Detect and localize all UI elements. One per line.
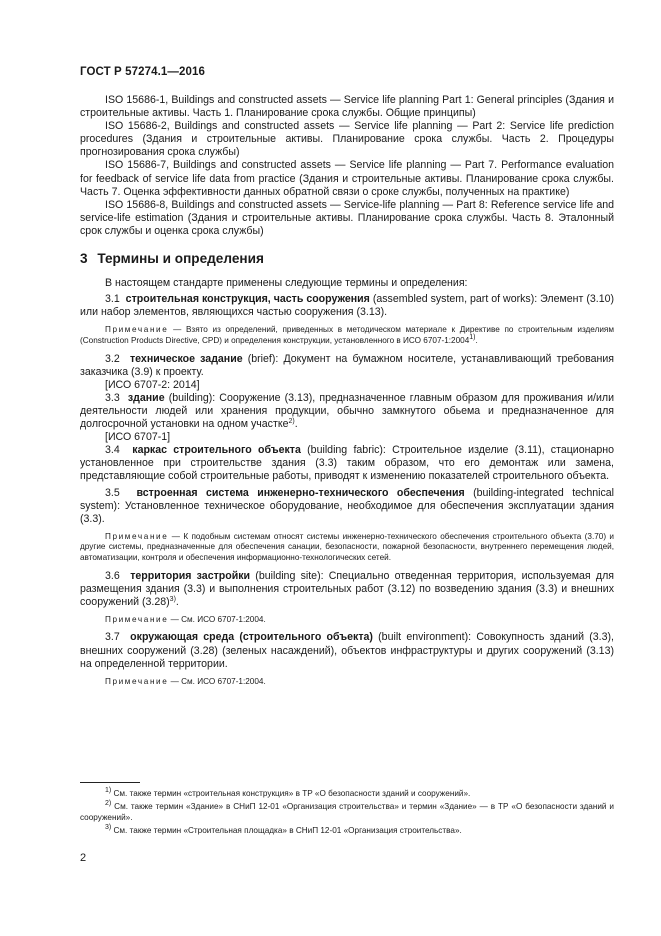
note-label: Примечание <box>105 325 169 335</box>
note-text: — См. ИСО 6707-1:2004. <box>170 614 266 624</box>
term-3-1 <box>80 293 614 319</box>
term-number: 3.4 <box>105 444 120 457</box>
term-number: 3.6 <box>105 569 120 582</box>
reference-iso-15686-2: ISO 15686-2, Buildings and constructed assets — Service life planning — Part 2: Service life prediction procedures (Здания и строительные активы. Планирование срока службы. Часть 2. Процедуры прогнозирования срока службы) <box>80 120 614 159</box>
term-3-2 <box>80 353 614 379</box>
footnote-mark: 2) <box>105 800 112 807</box>
term-definition: (built environment): Совокупность зданий (3.3), внешних сооружений (3.28) (зеленых насаждений), объектов инфраструктуры и других сооружений (3.13) на определенной территории. <box>80 631 614 670</box>
term-name: окружающая среда (строительного объекта) <box>130 631 373 644</box>
term-3-6 <box>80 570 614 609</box>
term-definition: (building): Сооружение (3.13), предназначенное главным образом для проживания и/или деятельности людей или хранения продукции, обычно замкнутого обьема и предназначенное для долгосрочной установки на одном участке <box>80 391 615 431</box>
note-3-6 <box>80 615 614 626</box>
note-label: Примечание <box>105 676 169 686</box>
footnote-ref[interactable]: 2) <box>288 418 295 426</box>
term-tail: . <box>175 595 179 608</box>
intro-paragraph: В настоящем стандарте применены следующие термины и определения: <box>105 277 468 290</box>
note-3-5 <box>80 532 614 564</box>
term-number: 3.2 <box>105 352 120 365</box>
term-definition: (building-integrated technical system): Установленное техническое оборудование, необходимое для обеспечения эксплуатации здания (3.3). <box>80 486 614 525</box>
footnote-3 <box>80 826 614 837</box>
term-3-5 <box>80 487 614 526</box>
note-text: — См. ИСО 6707-1:2004. <box>170 676 266 686</box>
footnote-text: См. также термин «Строительная площадка» в СНиП 12-01 «Организация строительства». <box>113 826 462 835</box>
term-name: встроенная система инженерно-технического обеспечения <box>136 486 465 499</box>
note-3-1: Примечание — Взято из определений, приведенных в методическом материале к Директиве по строительным изделиям (Construction Products Directive, CPD) и определения конструкции, установленного в ИСО 6707-1:2004$^{1)}$. <box>80 325 614 345</box>
term-definition: (brief): Документ на бумажном носителе, устанавливающий требования заказчика (3.9) к проекту. <box>80 352 614 378</box>
term-tail: . <box>294 418 298 431</box>
reference-iso-15686-8: ISO 15686-8, Buildings and constructed assets — Service-life planning — Part 8: Reference service life and service-life estimation (Здания и строительные активы. Планирование срока службы. Часть 8. Эталонный срок службы и оценка срока службы) <box>80 198 614 237</box>
term-name: здание <box>127 391 165 404</box>
document-code-header: ГОСТ Р 57274.1—2016 <box>80 66 205 78</box>
term-number: 3.5 <box>105 486 120 499</box>
term-number: 3.1 <box>105 293 120 306</box>
term-3-3 <box>80 392 614 431</box>
term-3-4 <box>80 444 614 483</box>
section-number: 3 <box>80 251 88 267</box>
term-name: техническое задание <box>129 352 243 365</box>
term-definition: (building fabric): Строительное изделие (3.11), стационарно установленное при строительстве здания (3.3) таким образом, что его демонтаж или замена, представляющие собой строительные работы, приводят к изменению показателей строительного объекта. <box>80 444 614 483</box>
term-definition: (building site): Специально отведенная территория, используемая для размещения здания (3.3) и выполнения строительных работ (3.12) по возведению здания (3.3) и внешних сооружений (3.28) <box>80 569 614 608</box>
footnote-mark: 3) <box>105 824 112 831</box>
note-text: — К подобным системам относят системы инженерно-технического обеспечения строительного объекта (3.70) и другие системы, предназначенные для обеспечения санации, безопасности, пожарной безопасности, внутреннего перемещения людей, автоматизации, контроля и обеспечения информационно-технологических сетей. <box>80 531 614 562</box>
term-name: строительная конструкция, часть сооружения <box>125 293 370 306</box>
footnote-2 <box>80 802 614 823</box>
footnote-1 <box>80 789 614 800</box>
term-name: территория застройки <box>130 569 251 582</box>
term-definition: (assembled system, part of works): Элемент (3.10) или набор элементов, являющихся частью сооружения (3.13). <box>80 293 614 319</box>
reference-iso-15686-1: ISO 15686-1, Buildings and constructed assets — Service life planning Part 1: General principles (Здания и строительные активы. Часть 1. Планирование срока службы. Общие принципы) <box>80 94 614 120</box>
footnote-text: См. также термин «строительная конструкция» в ТР «О безопасности зданий и сооружений». <box>113 789 471 798</box>
term-number: 3.3 <box>105 391 120 404</box>
section-heading <box>80 252 614 265</box>
footnote-divider <box>80 782 140 783</box>
reference-iso-15686-7: ISO 15686-7, Buildings and constructed assets — Service life planning — Part 7. Performance evaluation for feedback of service life data from practice (Здания и строительные активы. Планирование срока службы. Часть 7. Оценка эффективности данных обратной связи о сроке службы, полученных на практике) <box>80 159 614 198</box>
page-body <box>80 94 614 693</box>
term-name: каркас строительного объекта <box>132 444 301 457</box>
note-3-7 <box>80 677 614 688</box>
footnote-mark: 1) <box>105 787 112 794</box>
term-3-3-source: [ИСО 6707-1] <box>105 431 171 444</box>
section-title: Термины и определения <box>97 251 264 267</box>
note-text: — Взято из определений, приведенных в методическом материале к Директиве по строительным изделиям (Construction Products Directive, CPD) и определения конструкции, установленного в ИСО 6707-1:2004 <box>80 325 614 345</box>
page-number: 2 <box>80 852 87 864</box>
term-3-2-source: [ИСО 6707-2: 2014] <box>105 378 200 391</box>
term-3-7 <box>80 631 614 670</box>
footnote-ref[interactable]: 3) <box>169 595 176 603</box>
term-number: 3.7 <box>105 631 120 644</box>
footnote-text: См. также термин «Здание» в СНиП 12-01 «Организация строительства» и термин «Здание» — в ТР «О безопасности зданий и сооружений». <box>80 802 614 822</box>
note-label: Примечание <box>105 614 169 624</box>
note-label: Примечание <box>105 531 169 541</box>
footnote-ref[interactable]: 1) <box>469 334 476 341</box>
